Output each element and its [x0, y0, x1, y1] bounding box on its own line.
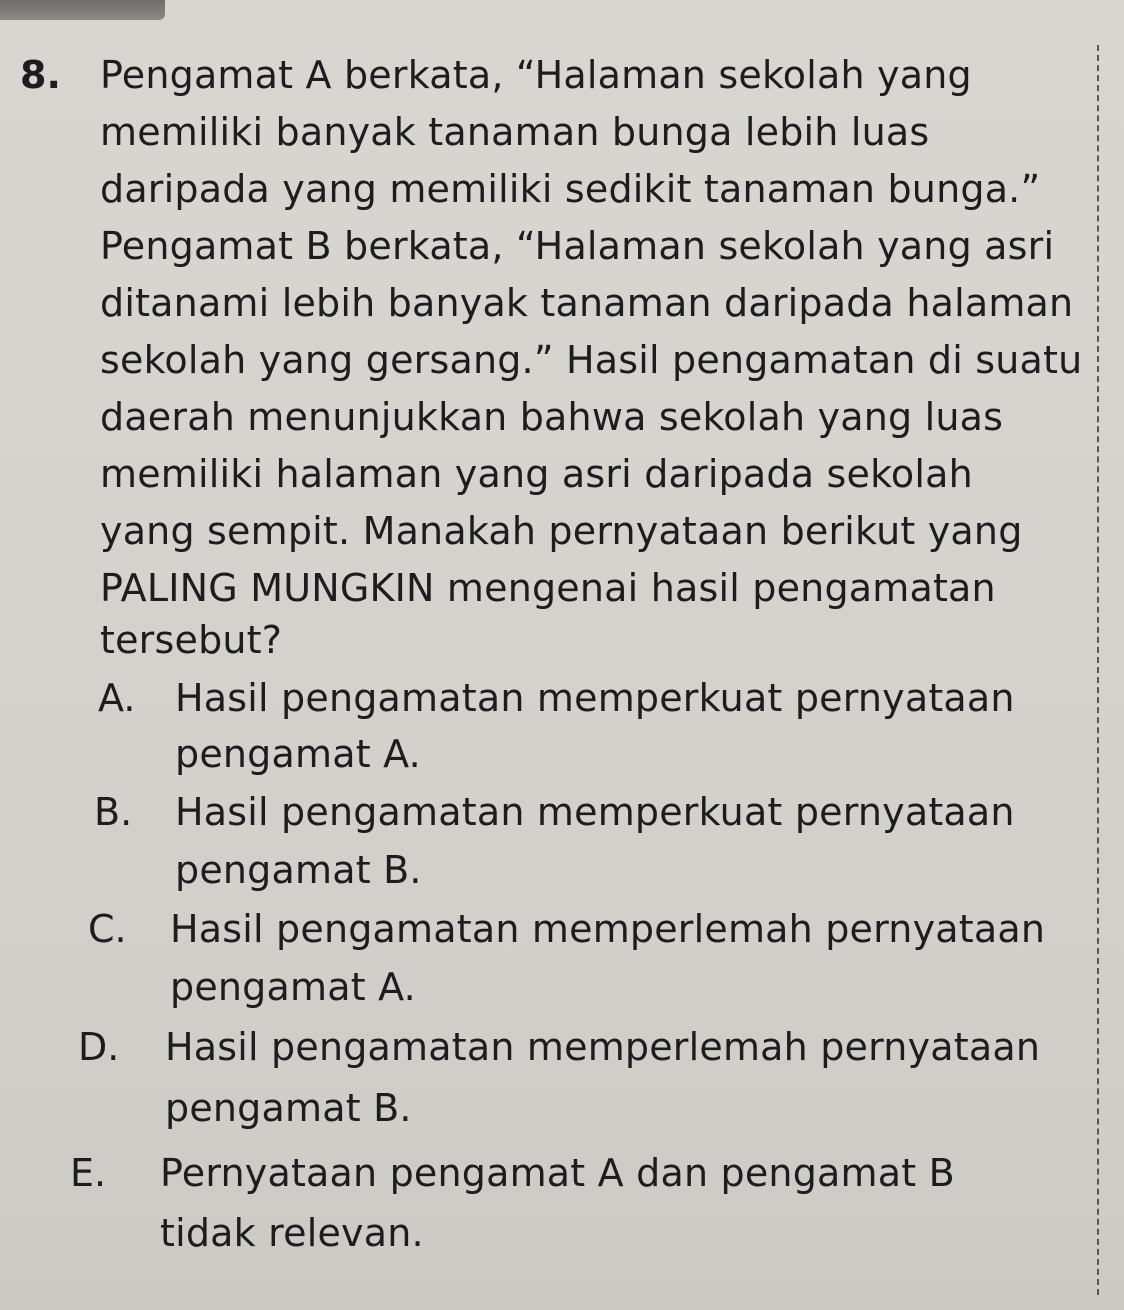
option-text-line: Pernyataan pengamat A dan pengamat B: [160, 1151, 955, 1195]
option-letter: D.: [78, 1025, 120, 1069]
option-text-line: pengamat B.: [165, 1086, 412, 1130]
option-text-line: Hasil pengamatan memperkuat pernyataan: [175, 790, 1015, 834]
question-stem-line: tersebut?: [100, 618, 283, 662]
option-letter: C.: [88, 907, 127, 951]
option-letter: A.: [98, 676, 136, 720]
question-stem-line: PALING MUNGKIN mengenai hasil pengamatan: [100, 566, 996, 610]
question-stem-line: daerah menunjukkan bahwa sekolah yang luas: [100, 395, 1004, 439]
option-text-line: Hasil pengamatan memperlemah pernyataan: [165, 1025, 1041, 1069]
question-stem-line: memiliki halaman yang asri daripada sekolah: [100, 452, 973, 496]
option-letter: E.: [70, 1151, 107, 1195]
option-text-line: Hasil pengamatan memperkuat pernyataan: [175, 676, 1015, 720]
question-stem-line: daripada yang memiliki sedikit tanaman bunga.”: [100, 167, 1041, 211]
question-stem-line: yang sempit. Manakah pernyataan berikut yang: [100, 509, 1023, 553]
option-text-line: tidak relevan.: [160, 1211, 424, 1255]
option-text-line: Hasil pengamatan memperlemah pernyataan: [170, 907, 1046, 951]
question-stem-line: Pengamat A berkata, “Halaman sekolah yang: [100, 53, 972, 97]
option-text-line: pengamat B.: [175, 848, 422, 892]
option-letter: B.: [94, 790, 133, 834]
question-stem-line: memiliki banyak tanaman bunga lebih luas: [100, 110, 930, 154]
question-stem-line: ditanami lebih banyak tanaman daripada halaman: [100, 281, 1074, 325]
question-number: 8.: [20, 53, 61, 97]
question-stem-line: Pengamat B berkata, “Halaman sekolah yang asri: [100, 224, 1055, 268]
option-text-line: pengamat A.: [175, 732, 421, 776]
question-stem-line: sekolah yang gersang.” Hasil pengamatan di suatu: [100, 338, 1083, 382]
option-text-line: pengamat A.: [170, 965, 416, 1009]
